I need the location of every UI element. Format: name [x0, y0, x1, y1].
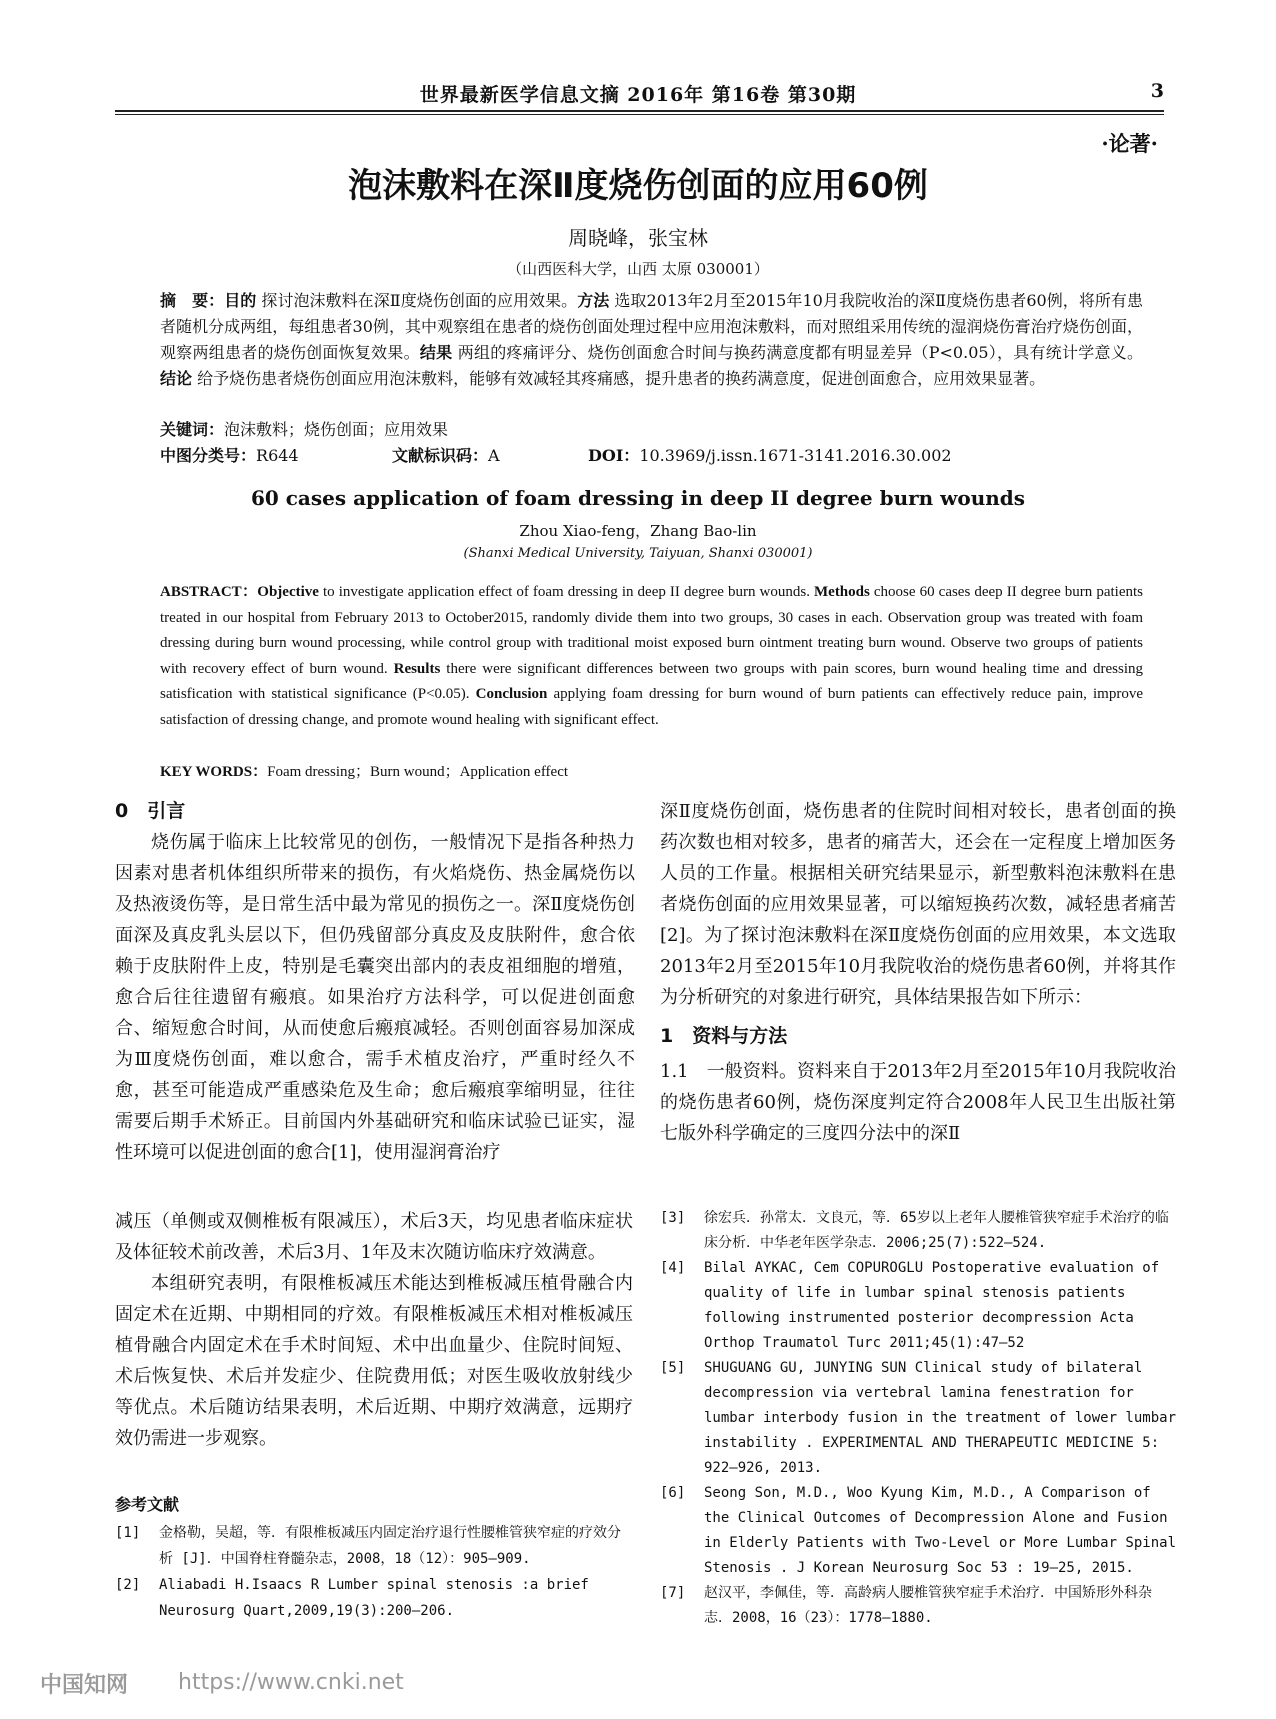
english-affiliation: (Shanxi Medical University, Taiyuan, Shanxi 030001)	[463, 546, 813, 561]
reference-text: 金格勒，吴超，等．有限椎板减压内固定治疗退行性腰椎管狭窄症的疗效分析 [J]．中国脊柱脊髓杂志，2008，18（12）：905–909.	[159, 1525, 621, 1567]
intro-heading: 0 引言	[115, 800, 186, 822]
cnki-url[interactable]: https://www.cnki.net	[178, 1670, 404, 1695]
objective-label: 目的	[224, 291, 257, 310]
header-rule	[115, 110, 1164, 112]
reference-item	[660, 1481, 1176, 1581]
reference-item	[660, 1581, 1176, 1631]
reference-text: Bilal AYKAC, Cem COPUROGLU Postoperative evaluation of quality of life in lumbar spinal stenosis patients following instrumented posterior decompression Acta Orthop Traumatol Turc 2011;45(1):47–52	[704, 1260, 1160, 1351]
reference-number: [2]	[115, 1577, 141, 1593]
abstract-en	[160, 580, 1143, 733]
keywords-cn	[160, 417, 448, 440]
reference-text: Seong Son, M.D., Woo Kyung Kim, M.D., A Comparison of the Clinical Outcomes of Decompression Alone and Fusion in Elderly Patients with Two-Level or More Lumbar Spinal Stenosis . J Korean Neurosurg Soc 53 : 19–25, 2015.	[704, 1485, 1177, 1576]
objective-en-label: Objective	[257, 584, 319, 600]
objective-text: 探讨泡沫敷料在深Ⅱ度烧伤创面的应用效果。	[256, 291, 578, 310]
authors: 周晓峰，张宝林	[568, 226, 708, 250]
methods-en-text: choose 60 cases deep II degree burn patients treated in our hospital from February 2013 to October2015, randomly divide them into two groups, 30 cases in each. Observation group was treated with foam dressing during burn wound processing, while control group with traditional moist exposed burn ointment treating burn wound. Observe two groups of patients with recovery effect of burn wound.	[160, 584, 1143, 677]
abstract-label: 摘 要：	[160, 291, 225, 310]
keywords-en-label: KEY WORDS：	[160, 764, 268, 780]
reference-number: [7]	[660, 1585, 686, 1601]
keywords-cn-text: 泡沫敷料；烧伤创面；应用效果	[224, 420, 449, 439]
results-text: 两组的疼痛评分、烧伤创面愈合时间与换药满意度都有明显差异（P<0.05），具有统计学意义。	[452, 343, 1143, 362]
keywords-cn-label: 关键词：	[160, 420, 225, 439]
reference-number: [1]	[115, 1525, 141, 1541]
abstract-cn	[160, 288, 1143, 392]
results-en-label: Results	[393, 660, 441, 677]
clc-label: 中图分类号：	[160, 446, 257, 465]
reference-item	[660, 1206, 1176, 1256]
keywords-en	[160, 760, 568, 781]
reference-text: 徐宏兵．孙常太．文良元，等．65岁以上老年人腰椎管狭窄症手术治疗的临床分析．中华老年医学杂志．2006;25(7):522–524.	[704, 1210, 1169, 1251]
affiliation: （山西医科大学，山西 太原 030001）	[507, 260, 769, 278]
journal-header: 世界最新医学信息文摘 2016年 第16卷 第30期	[419, 84, 857, 106]
header-rule-thin	[115, 114, 1164, 115]
keywords-en-text: Foam dressing；Burn wound；Application effect	[267, 764, 569, 780]
intro-column-left	[115, 796, 635, 1168]
doc-label: 文献标识码：	[392, 446, 489, 465]
article-title: 泡沫敷料在深Ⅱ度烧伤创面的应用60例	[348, 166, 928, 206]
reference-item	[115, 1572, 633, 1624]
reference-number: [3]	[660, 1210, 686, 1226]
methods-label: 方法	[577, 291, 610, 310]
objective-en-text: to investigate application effect of foam dressing in deep II degree burn wounds.	[318, 584, 814, 600]
conclusion-text: 给予烧伤患者烧伤创面应用泡沫敷料，能够有效减轻其疼痛感，提升患者的换药满意度，促进创面愈合，应用效果显著。	[192, 369, 1046, 388]
cnki-logo: 中国知网	[40, 1673, 129, 1698]
other-article-column-left	[115, 1206, 633, 1454]
reference-item	[660, 1256, 1176, 1356]
references-right	[660, 1206, 1176, 1631]
methods-paragraph: 1.1 一般资料。资料来自于2013年2月至2015年10月我院收治的烧伤患者60例，烧伤深度判定符合2008年人民卫生出版社第七版外科学确定的三度四分法中的深Ⅱ	[660, 1061, 1176, 1144]
reference-item	[660, 1356, 1176, 1481]
references-left	[115, 1520, 633, 1624]
classification-line	[160, 443, 1143, 466]
conclusion-en-label: Conclusion	[475, 686, 548, 702]
doc-value: A	[488, 446, 500, 465]
english-authors: Zhou Xiao-feng，Zhang Bao-lin	[519, 522, 757, 540]
methods-heading: 1 资料与方法	[660, 1025, 788, 1047]
methods-en-label: Methods	[814, 584, 870, 600]
abstract-en-label: ABSTRACT：	[160, 584, 258, 600]
reference-number: [6]	[660, 1485, 686, 1501]
wave-divider-graphic	[118, 1194, 1158, 1195]
reference-text: 赵汉平，李佩佳，等．高龄病人腰椎管狭窄症手术治疗．中国矫形外科杂志．2008，16（23）：1778–1880.	[704, 1585, 1152, 1626]
clc-value: R644	[256, 446, 299, 465]
reference-number: [5]	[660, 1360, 686, 1376]
intro-column-right	[660, 796, 1176, 1149]
methods-text: 选取2013年2月至2015年10月我院收治的深Ⅱ度烧伤患者60例，将所有患者随机分成两组，每组患者30例，其中观察组在患者的烧伤创面处理过程中应用泡沫敷料，而对照组采用传统的湿润烧伤膏治疗烧伤创面，观察两组患者的烧伤创面恢复效果。	[160, 291, 1143, 362]
page-number: 3	[1150, 80, 1164, 102]
conclusion-en-text: applying foam dressing for burn wound of burn patients can effectively reduce pain, improve satisfaction of dressing change, and promote wound healing with significant effect.	[160, 686, 1143, 728]
section-tag: ·论著·	[1101, 131, 1158, 156]
results-en-text: there were significant differences between two groups with pain scores, burn wound healing time and dressing satisfication with statistical significance (P<0.05).	[160, 660, 1143, 702]
other-article-paragraph-2: 本组研究表明，有限椎板减压术能达到椎板减压植骨融合内固定术在近期、中期相同的疗效。有限椎板减压术相对椎板减压植骨融合内固定术在手术时间短、术中出血量少、住院时间短、术后恢复快、术后并发症少、住院费用低；对医生吸收放射线少等优点。术后随访结果表明，术后近期、中期疗效满意，远期疗效仍需进一步观察。	[115, 1273, 633, 1449]
doi-label: DOI：	[588, 446, 640, 465]
other-article-paragraph-1: 减压（单侧或双侧椎板有限减压），术后3天，均见患者临床症状及体征较术前改善，术后3月、1年及末次随访临床疗效满意。	[115, 1211, 633, 1263]
intro-paragraph-2: 深Ⅱ度烧伤创面，烧伤患者的住院时间相对较长，患者创面的换药次数也相对较多，患者的痛苦大，还会在一定程度上增加医务人员的工作量。根据相关研究结果显示，新型敷料泡沫敷料在患者烧伤创面的应用效果显著，可以缩短换药次数，减轻患者痛苦[2]。为了探讨泡沫敷料在深Ⅱ度烧伤创面的应用效果，本文选取2013年2月至2015年10月我院收治的烧伤患者60例，并将其作为分析研究的对象进行研究，具体结果报告如下所示：	[660, 801, 1176, 1008]
intro-paragraph-1: 烧伤属于临床上比较常见的创伤，一般情况下是指各种热力因素对患者机体组织所带来的损伤，有火焰烧伤、热金属烧伤以及热液烫伤等，是日常生活中最为常见的损伤之一。深Ⅱ度烧伤创面深及真皮乳头层以下，但仍残留部分真皮及皮肤附件，愈合依赖于皮肤附件上皮，特别是毛囊突出部内的表皮祖细胞的增殖，愈合后往往遗留有瘢痕。如果治疗方法科学，可以促进创面愈合、缩短愈合时间，从而使愈后瘢痕减轻。否则创面容易加深成为Ⅲ度烧伤创面，难以愈合，需手术植皮治疗，严重时经久不愈，甚至可能造成严重感染危及生命；愈后瘢痕挛缩明显，往往需要后期手术矫正。目前国内外基础研究和临床试验已证实，湿性环境可以促进创面的愈合[1]，使用湿润膏治疗	[115, 832, 635, 1163]
reference-text: SHUGUANG GU, JUNYING SUN Clinical study of bilateral decompression via vertebral lamina fenestration for lumbar interbody fusion in the treatment of lower lumbar instability . EXPERIMENTAL AND THERAPEUTIC MEDICINE 5: 922–926, 2013.	[704, 1360, 1177, 1476]
reference-item	[115, 1520, 633, 1572]
conclusion-label: 结论	[160, 369, 193, 388]
references-heading: 参考文献	[115, 1495, 180, 1514]
article-divider	[118, 1187, 1158, 1195]
reference-number: [4]	[660, 1260, 686, 1276]
english-title: 60 cases application of foam dressing in deep II degree burn wounds	[250, 486, 1026, 510]
results-label: 结果	[419, 343, 453, 362]
reference-text: Aliabadi H.Isaacs R Lumber spinal stenosis :a brief Neurosurg Quart,2009,19(3):200–206.	[159, 1577, 589, 1619]
doi-value: 10.3969/j.issn.1671-3141.2016.30.002	[639, 446, 952, 465]
